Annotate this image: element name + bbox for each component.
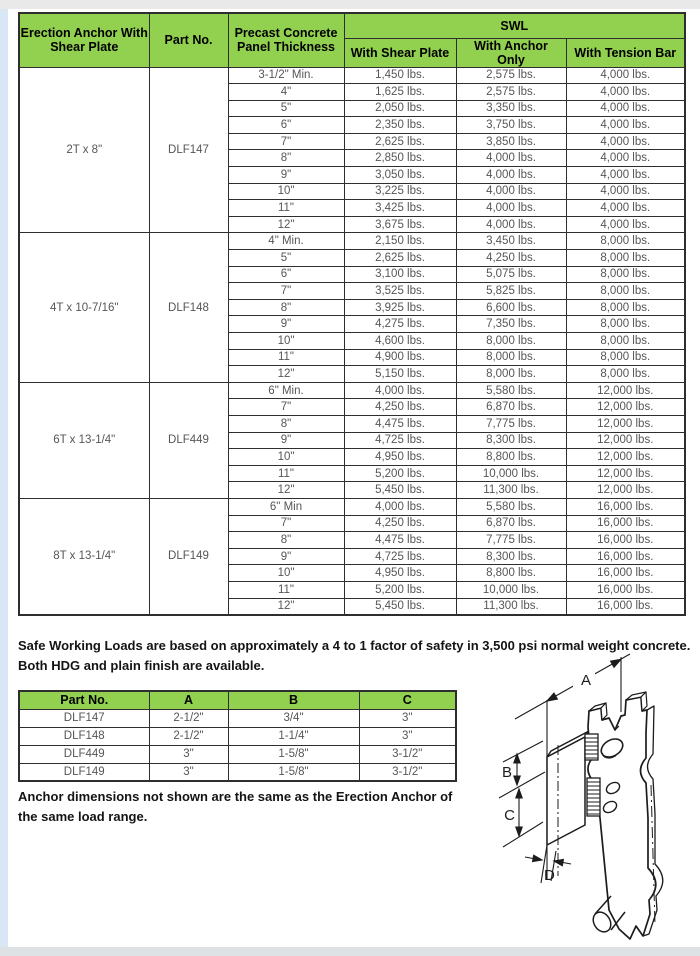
anchor-isometric-diagram [485, 648, 700, 956]
panel-thickness-cell: 11" [228, 581, 344, 598]
swl-with-shear-plate-cell: 4,000 lbs. [344, 498, 456, 515]
swl-with-anchor-only-cell: 7,775 lbs. [456, 415, 566, 432]
panel-thickness-cell: 10" [228, 565, 344, 582]
dim-b-cell: 3/4" [228, 709, 359, 727]
dim-part-no-cell: DLF449 [19, 745, 149, 763]
swl-with-tension-bar-cell: 8,000 lbs. [566, 349, 685, 366]
panel-thickness-cell: 5" [228, 100, 344, 117]
dim-header-c: C [359, 691, 456, 709]
swl-with-anchor-only-cell: 4,000 lbs. [456, 150, 566, 167]
page-edge-left [0, 9, 8, 956]
part-no-cell: DLF449 [149, 382, 228, 498]
dim-c-cell: 3" [359, 727, 456, 745]
swl-with-anchor-only-cell: 6,600 lbs. [456, 299, 566, 316]
header-with-anchor-only [456, 38, 566, 67]
dim-table-header [19, 691, 456, 709]
swl-data-row [19, 67, 685, 84]
header-part-no: Part No. [149, 13, 228, 67]
swl-with-shear-plate-cell: 4,475 lbs. [344, 415, 456, 432]
swl-with-anchor-only-cell: 4,250 lbs. [456, 250, 566, 267]
swl-with-shear-plate-cell: 3,425 lbs. [344, 200, 456, 217]
header-panel-thickness: Precast Concrete Panel Thickness [228, 13, 344, 67]
panel-thickness-cell: 6" [228, 266, 344, 283]
swl-with-tension-bar-cell: 8,000 lbs. [566, 283, 685, 300]
panel-thickness-cell: 7" [228, 133, 344, 150]
swl-with-anchor-only-cell: 3,750 lbs. [456, 117, 566, 134]
dim-label-d: D [544, 867, 555, 884]
panel-thickness-cell: 6" Min [228, 498, 344, 515]
swl-with-tension-bar-cell: 4,000 lbs. [566, 200, 685, 217]
panel-thickness-cell: 4" Min. [228, 233, 344, 250]
swl-with-tension-bar-cell: 4,000 lbs. [566, 84, 685, 101]
dim-table-body [19, 709, 456, 781]
swl-with-tension-bar-cell: 12,000 lbs. [566, 482, 685, 499]
swl-with-tension-bar-cell: 8,000 lbs. [566, 233, 685, 250]
swl-with-anchor-only-cell: 8,000 lbs. [456, 366, 566, 383]
swl-with-anchor-only-cell: 2,575 lbs. [456, 84, 566, 101]
part-no-cell: DLF148 [149, 233, 228, 382]
panel-thickness-cell: 11" [228, 465, 344, 482]
swl-data-row [19, 233, 685, 250]
header-with-tension-bar: With Tension Bar [566, 38, 685, 67]
swl-with-shear-plate-cell: 3,525 lbs. [344, 283, 456, 300]
swl-with-shear-plate-cell: 3,050 lbs. [344, 167, 456, 184]
swl-with-tension-bar-cell: 16,000 lbs. [566, 565, 685, 582]
swl-with-shear-plate-cell: 5,450 lbs. [344, 598, 456, 615]
anchor-dimensions-note: Anchor dimensions not shown are the same as the Erection Anchor of the same load range. [18, 789, 453, 824]
panel-thickness-cell: 12" [228, 598, 344, 615]
panel-thickness-cell: 6" Min. [228, 382, 344, 399]
panel-thickness-cell: 10" [228, 183, 344, 200]
swl-with-tension-bar-cell: 8,000 lbs. [566, 250, 685, 267]
panel-thickness-cell: 8" [228, 299, 344, 316]
dim-part-no-cell: DLF147 [19, 709, 149, 727]
panel-thickness-cell: 7" [228, 399, 344, 416]
shear-plate [547, 731, 589, 876]
anchor-size-cell: 2T x 8" [19, 67, 149, 233]
swl-with-anchor-only-cell: 7,775 lbs. [456, 532, 566, 549]
swl-with-anchor-only-cell: 8,000 lbs. [456, 349, 566, 366]
swl-with-tension-bar-cell: 8,000 lbs. [566, 333, 685, 350]
swl-with-shear-plate-cell: 4,600 lbs. [344, 333, 456, 350]
swl-with-tension-bar-cell: 4,000 lbs. [566, 117, 685, 134]
dim-c-cell: 3-1/2" [359, 763, 456, 781]
swl-with-tension-bar-cell: 4,000 lbs. [566, 183, 685, 200]
swl-with-shear-plate-cell: 2,350 lbs. [344, 117, 456, 134]
swl-with-tension-bar-cell: 8,000 lbs. [566, 299, 685, 316]
dim-label-b: B [501, 764, 512, 781]
swl-with-tension-bar-cell: 12,000 lbs. [566, 415, 685, 432]
anchor-size-cell: 8T x 13-1/4" [19, 498, 149, 614]
dim-part-no-cell: DLF148 [19, 727, 149, 745]
swl-with-tension-bar-cell: 4,000 lbs. [566, 150, 685, 167]
dim-header-part-no: Part No. [19, 691, 149, 709]
swl-with-shear-plate-cell: 3,925 lbs. [344, 299, 456, 316]
swl-with-anchor-only-cell: 5,580 lbs. [456, 382, 566, 399]
swl-with-anchor-only-cell: 3,850 lbs. [456, 133, 566, 150]
swl-load-table [18, 12, 686, 616]
swl-with-shear-plate-cell: 2,625 lbs. [344, 133, 456, 150]
dim-a-cell: 2-1/2" [149, 727, 228, 745]
swl-with-tension-bar-cell: 16,000 lbs. [566, 532, 685, 549]
swl-with-shear-plate-cell: 3,675 lbs. [344, 216, 456, 233]
swl-with-shear-plate-cell: 4,275 lbs. [344, 316, 456, 333]
dim-b-cell: 1-1/4" [228, 727, 359, 745]
panel-thickness-cell: 7" [228, 283, 344, 300]
swl-with-anchor-only-cell: 5,075 lbs. [456, 266, 566, 283]
swl-with-shear-plate-cell: 5,200 lbs. [344, 581, 456, 598]
swl-with-shear-plate-cell: 5,150 lbs. [344, 366, 456, 383]
swl-with-shear-plate-cell: 3,100 lbs. [344, 266, 456, 283]
panel-thickness-cell: 8" [228, 150, 344, 167]
panel-thickness-cell: 9" [228, 316, 344, 333]
panel-thickness-cell: 11" [228, 200, 344, 217]
dim-c-cell: 3-1/2" [359, 745, 456, 763]
dim-a-cell: 3" [149, 763, 228, 781]
header-with-shear-plate: With Shear Plate [344, 38, 456, 67]
swl-with-tension-bar-cell: 12,000 lbs. [566, 449, 685, 466]
swl-with-anchor-only-cell: 4,000 lbs. [456, 183, 566, 200]
swl-table-header [19, 13, 685, 67]
swl-with-anchor-only-cell: 5,825 lbs. [456, 283, 566, 300]
swl-with-anchor-only-cell: 5,580 lbs. [456, 498, 566, 515]
panel-thickness-cell: 10" [228, 449, 344, 466]
swl-with-shear-plate-cell: 4,475 lbs. [344, 532, 456, 549]
swl-with-anchor-only-cell: 10,000 lbs. [456, 465, 566, 482]
swl-with-shear-plate-cell: 1,625 lbs. [344, 84, 456, 101]
swl-with-shear-plate-cell: 3,225 lbs. [344, 183, 456, 200]
panel-thickness-cell: 8" [228, 532, 344, 549]
swl-data-row [19, 382, 685, 399]
part-no-cell: DLF147 [149, 67, 228, 233]
swl-with-anchor-only-cell: 3,450 lbs. [456, 233, 566, 250]
dim-header-a: A [149, 691, 228, 709]
dim-b-cell: 1-5/8" [228, 745, 359, 763]
dim-part-no-cell: DLF149 [19, 763, 149, 781]
swl-with-tension-bar-cell: 4,000 lbs. [566, 216, 685, 233]
swl-with-tension-bar-cell: 4,000 lbs. [566, 67, 685, 84]
anchor-size-cell: 6T x 13-1/4" [19, 382, 149, 498]
swl-with-anchor-only-cell: 10,000 lbs. [456, 581, 566, 598]
dim-header-b: B [228, 691, 359, 709]
anchor-dimensions-table [18, 690, 457, 782]
safe-working-loads-note: Safe Working Loads are based on approximately a 4 to 1 factor of safety in 3,500 psi normal weight concrete. Both HDG and plain finish are available. [18, 638, 691, 673]
swl-with-tension-bar-cell: 16,000 lbs. [566, 498, 685, 515]
swl-with-shear-plate-cell: 4,000 lbs. [344, 382, 456, 399]
swl-with-tension-bar-cell: 16,000 lbs. [566, 548, 685, 565]
swl-with-tension-bar-cell: 8,000 lbs. [566, 366, 685, 383]
swl-with-shear-plate-cell: 4,950 lbs. [344, 565, 456, 582]
swl-with-tension-bar-cell: 12,000 lbs. [566, 465, 685, 482]
swl-with-tension-bar-cell: 16,000 lbs. [566, 598, 685, 615]
swl-with-shear-plate-cell: 4,900 lbs. [344, 349, 456, 366]
swl-with-shear-plate-cell: 2,625 lbs. [344, 250, 456, 267]
swl-with-shear-plate-cell: 2,850 lbs. [344, 150, 456, 167]
swl-with-anchor-only-cell: 7,350 lbs. [456, 316, 566, 333]
swl-with-shear-plate-cell: 2,150 lbs. [344, 233, 456, 250]
panel-thickness-cell: 9" [228, 432, 344, 449]
swl-with-shear-plate-cell: 1,450 lbs. [344, 67, 456, 84]
dim-data-row [19, 745, 456, 763]
swl-with-shear-plate-cell: 5,450 lbs. [344, 482, 456, 499]
swl-with-anchor-only-cell: 8,800 lbs. [456, 565, 566, 582]
swl-with-tension-bar-cell: 4,000 lbs. [566, 133, 685, 150]
swl-data-row [19, 498, 685, 515]
dim-data-row [19, 763, 456, 781]
header-erection-anchor: Erection Anchor With Shear Plate [19, 13, 149, 67]
panel-thickness-cell: 7" [228, 515, 344, 532]
panel-thickness-cell: 5" [228, 250, 344, 267]
swl-with-shear-plate-cell: 2,050 lbs. [344, 100, 456, 117]
header-swl-group: SWL [344, 13, 685, 38]
swl-with-anchor-only-cell: 8,000 lbs. [456, 333, 566, 350]
part-no-cell: DLF149 [149, 498, 228, 614]
swl-with-tension-bar-cell: 4,000 lbs. [566, 100, 685, 117]
swl-with-anchor-only-cell: 8,300 lbs. [456, 432, 566, 449]
panel-thickness-cell: 9" [228, 548, 344, 565]
dim-data-row [19, 727, 456, 745]
swl-with-anchor-only-cell: 3,350 lbs. [456, 100, 566, 117]
dim-a-cell: 2-1/2" [149, 709, 228, 727]
swl-with-shear-plate-cell: 4,250 lbs. [344, 399, 456, 416]
dim-a-cell: 3" [149, 745, 228, 763]
swl-with-anchor-only-cell: 4,000 lbs. [456, 167, 566, 184]
swl-with-tension-bar-cell: 8,000 lbs. [566, 316, 685, 333]
panel-thickness-cell: 12" [228, 216, 344, 233]
swl-with-anchor-only-cell: 2,575 lbs. [456, 67, 566, 84]
swl-with-anchor-only-cell: 8,800 lbs. [456, 449, 566, 466]
swl-with-tension-bar-cell: 16,000 lbs. [566, 581, 685, 598]
swl-with-anchor-only-cell: 4,000 lbs. [456, 216, 566, 233]
swl-with-shear-plate-cell: 4,950 lbs. [344, 449, 456, 466]
dim-b-cell: 1-5/8" [228, 763, 359, 781]
swl-with-tension-bar-cell: 12,000 lbs. [566, 382, 685, 399]
swl-with-tension-bar-cell: 12,000 lbs. [566, 399, 685, 416]
panel-thickness-cell: 3-1/2" Min. [228, 67, 344, 84]
header-with-anchor-only-label: With Anchor Only [474, 38, 548, 67]
dim-c-cell: 3" [359, 709, 456, 727]
anchor-size-cell: 4T x 10-7/16" [19, 233, 149, 382]
page-edge-top [0, 0, 700, 9]
panel-thickness-cell: 6" [228, 117, 344, 134]
swl-with-tension-bar-cell: 12,000 lbs. [566, 432, 685, 449]
swl-with-tension-bar-cell: 16,000 lbs. [566, 515, 685, 532]
panel-thickness-cell: 4" [228, 84, 344, 101]
dim-label-c: C [504, 807, 515, 824]
swl-with-shear-plate-cell: 4,250 lbs. [344, 515, 456, 532]
swl-with-shear-plate-cell: 4,725 lbs. [344, 548, 456, 565]
swl-with-tension-bar-cell: 8,000 lbs. [566, 266, 685, 283]
dim-data-row [19, 709, 456, 727]
swl-with-anchor-only-cell: 11,300 lbs. [456, 482, 566, 499]
swl-with-anchor-only-cell: 6,870 lbs. [456, 515, 566, 532]
swl-with-anchor-only-cell: 8,300 lbs. [456, 548, 566, 565]
panel-thickness-cell: 11" [228, 349, 344, 366]
swl-with-anchor-only-cell: 4,000 lbs. [456, 200, 566, 217]
panel-thickness-cell: 12" [228, 366, 344, 383]
swl-table-body [19, 67, 685, 615]
swl-with-tension-bar-cell: 4,000 lbs. [566, 167, 685, 184]
swl-with-anchor-only-cell: 6,870 lbs. [456, 399, 566, 416]
swl-with-anchor-only-cell: 11,300 lbs. [456, 598, 566, 615]
panel-thickness-cell: 8" [228, 415, 344, 432]
panel-thickness-cell: 10" [228, 333, 344, 350]
swl-with-shear-plate-cell: 5,200 lbs. [344, 465, 456, 482]
panel-thickness-cell: 12" [228, 482, 344, 499]
swl-with-shear-plate-cell: 4,725 lbs. [344, 432, 456, 449]
panel-thickness-cell: 9" [228, 167, 344, 184]
dim-label-a: A [581, 672, 592, 689]
